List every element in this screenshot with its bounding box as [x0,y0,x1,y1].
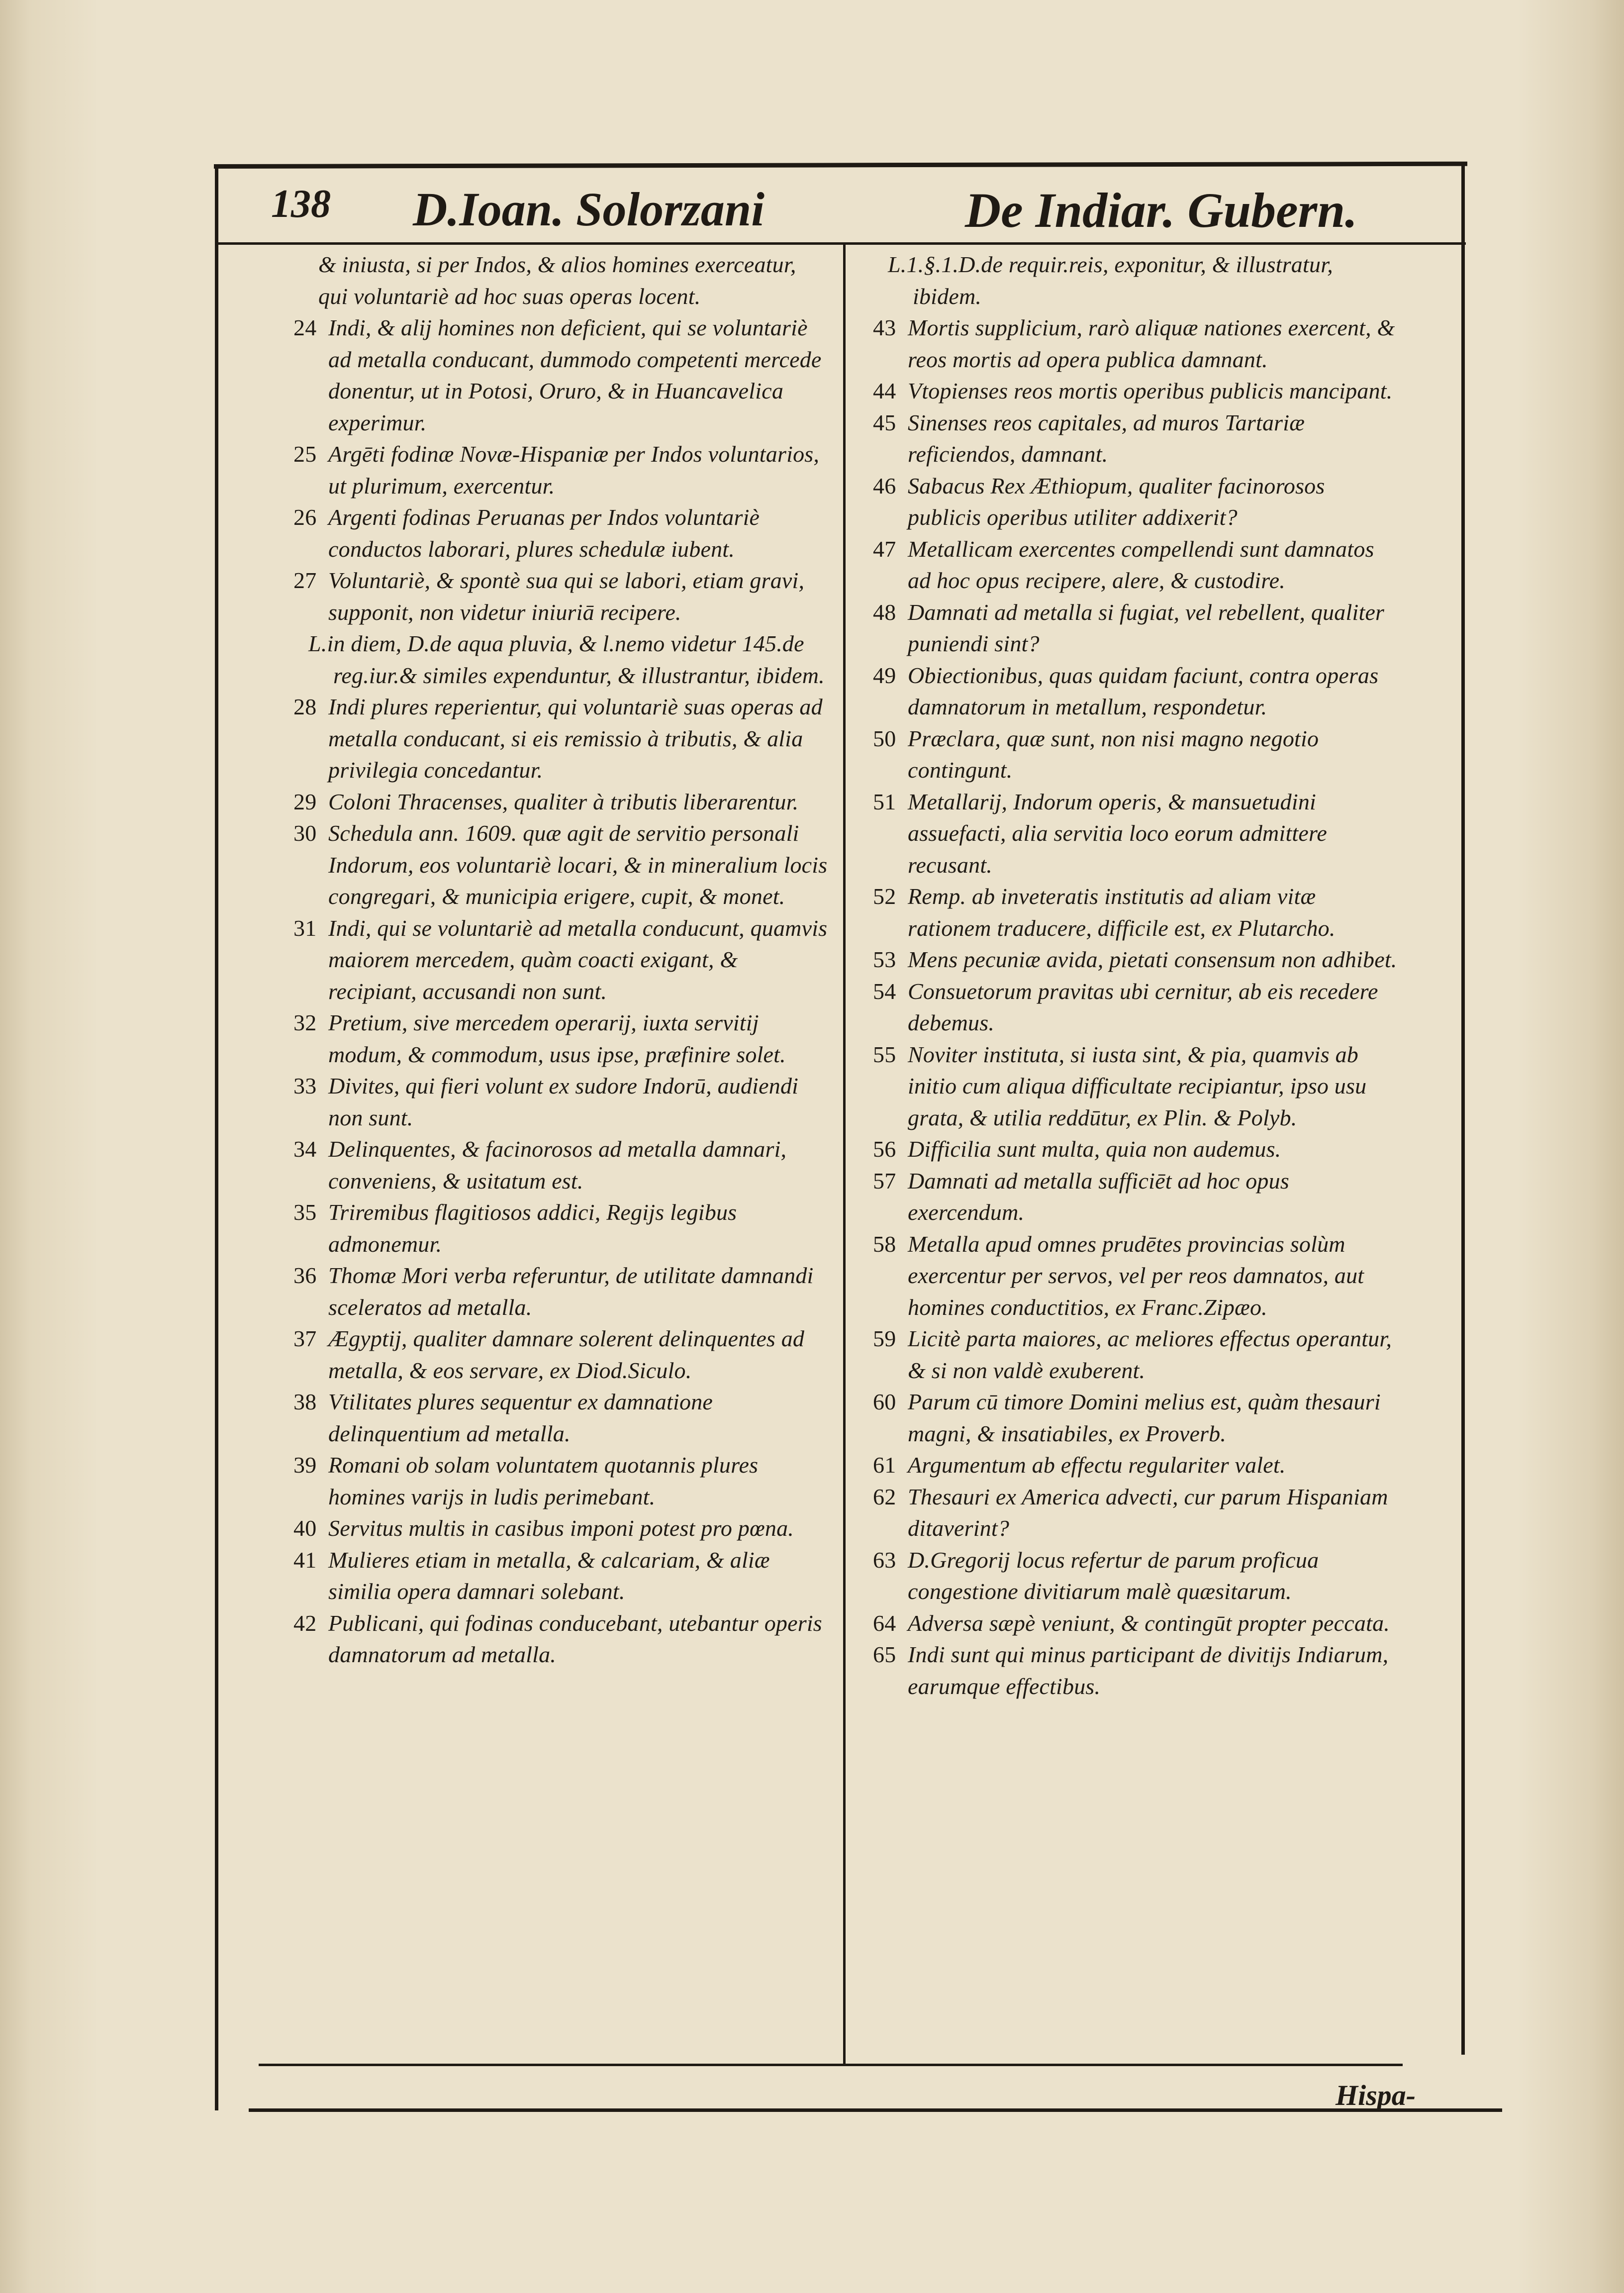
entry-text: D.Gregorij locus refertur de parum proficua congestione divitiarum malè quæsitarum. [908,1547,1319,1604]
page-number: 138 [271,182,331,226]
entry-number: 37 [293,1326,317,1351]
entry-text: Obiectionibus, quas quidam faciunt, contra operas damnatorum in metallum, respondetur. [908,662,1379,719]
entry-text: Indi, qui se voluntariè ad metalla conducunt, quamvis maiorem mercedem, quàm coacti exigant, & recipiant, accusandi non sunt. [328,915,828,1004]
index-entry [873,1607,1403,1639]
entry-number: 51 [873,789,896,814]
entry-text: Noviter instituta, si iusta sint, & pia, quamvis ab initio cum aliqua difficultate recipiantur, ipso usu grata, & utilia reddūtur, ex Plin. & Polyb. [908,1041,1367,1130]
entry-number: 32 [293,1010,317,1035]
entry-number: 42 [293,1610,317,1636]
bottom-rule [259,2064,1403,2066]
index-entry [293,1449,828,1512]
index-entry [873,1481,1403,1544]
running-head-title: De Indiar. Gubern. [965,183,1358,238]
index-entry [873,1039,1403,1134]
index-entry [873,470,1403,533]
index-entry [873,1323,1403,1386]
entry-number: 57 [873,1168,896,1194]
entry-text: Argumentum ab effectu regulariter valet. [908,1452,1286,1478]
index-entry [293,1196,828,1260]
index-entry [873,312,1403,375]
index-entry [873,407,1403,470]
entry-text: Metallarij, Indorum operis, & mansuetudini assuefacti, alia servitia loco eorum admittere recusant. [908,789,1328,878]
index-entry [873,1386,1403,1449]
index-entry [293,1386,828,1449]
index-entry [873,533,1403,597]
entry-text: Delinquentes, & facinorosos ad metalla damnari, conveniens, & usitatum est. [328,1136,787,1194]
index-entry [873,1639,1403,1702]
catchword: Hispa- [1336,2079,1416,2111]
entry-text: Argenti fodinas Peruanas per Indos voluntariè conductos laborari, plures schedulæ iubent. [328,504,760,562]
entry-number: 40 [293,1515,317,1541]
index-entry [293,628,828,691]
index-entry [293,1607,828,1671]
continuation-text: L.1.§.1.D.de requir.reis, exponitur, & illustratur, ibidem. [888,252,1333,309]
index-entry [873,597,1403,660]
entry-text: Damnati ad metalla si fugiat, vel rebellent, qualiter puniendi sint? [908,599,1385,656]
entry-text: Adversa sæpè veniunt, & contingūt propter peccata. [908,1610,1390,1636]
entry-text: Damnati ad metalla sufficiēt ad hoc opus exercendum. [908,1168,1289,1225]
entry-text: Parum cū timore Domini melius est, quàm thesauri magni, & insatiabiles, ex Proverb. [908,1389,1381,1446]
entry-text: Mens pecuniæ avida, pietati consensum non adhibet. [908,947,1397,972]
index-entry [873,1449,1403,1481]
entry-number: 31 [293,915,317,941]
entry-number: 41 [293,1547,317,1573]
entry-text: Thomæ Mori verba referuntur, de utilitate damnandi sceleratos ad metalla. [328,1263,814,1320]
index-entry [873,786,1403,881]
index-entry [293,565,828,628]
entry-text: Metalla apud omnes prudētes provincias solùm exercentur per servos, vel per reos damnatos, aut homines conductitios, ex Franc.Zipæo. [908,1231,1364,1320]
index-entry [873,1228,1403,1323]
index-entry [293,438,828,501]
index-entry [293,912,828,1007]
entry-number: 25 [293,441,317,467]
index-entry [873,976,1403,1039]
entry-text: Pretium, sive mercedem operarij, iuxta servitij modum, & commodum, usus ipse, præfinire solet. [328,1010,786,1067]
index-entry [873,944,1403,976]
column-divider [843,244,846,2065]
entry-number: 53 [873,947,896,972]
entry-text: Indi sunt qui minus participant de divitijs Indiarum, earumque effectibus. [908,1642,1389,1699]
entry-text: Argēti fodinæ Novæ-Hispaniæ per Indos voluntarios, ut plurimum, exercentur. [328,441,820,498]
entry-number: 55 [873,1041,896,1067]
entry-text: Servitus multis in casibus imponi potest pro pœna. [328,1515,794,1541]
entry-number: 52 [873,884,896,909]
entry-number: 34 [293,1136,317,1162]
entry-text: Remp. ab inveteratis institutis ad aliam vitæ rationem traducere, difficile est, ex Plutarcho. [908,884,1336,941]
entry-number: 56 [873,1136,896,1162]
entry-text: L.in diem, D.de aqua pluvia, & l.nemo videtur 145.de reg.iur.& similes expenduntur, & illustrantur, ibidem. [308,631,825,688]
index-entry [293,1070,828,1133]
entry-text: Vtilitates plures sequentur ex damnatione delinquentium ad metalla. [328,1389,713,1446]
entry-text: Divites, qui fieri volunt ex sudore Indorū, audiendi non sunt. [328,1073,799,1130]
entry-number: 33 [293,1073,317,1098]
running-head-author: D.Ioan. Solorzani [413,183,764,236]
entry-text: Voluntariè, & spontè sua qui se labori, etiam gravi, supponit, non videtur iniuriā recipere. [328,568,805,625]
entry-number: 35 [293,1199,317,1225]
running-head [224,172,1492,246]
entry-number: 44 [873,378,896,403]
entry-number: 63 [873,1547,896,1573]
entry-text: Licitè parta maiores, ac meliores effectus operantur, & si non valdè exuberent. [908,1326,1392,1383]
entry-number: 49 [873,662,896,688]
entry-number: 26 [293,504,317,530]
entry-number: 46 [873,473,896,498]
entry-text: Romani ob solam voluntatem quotannis plures homines varijs in ludis perimebant. [328,1452,759,1509]
entry-number: 58 [873,1231,896,1257]
index-entry [873,1133,1403,1165]
index-entry [873,881,1403,944]
top-rule [214,162,1467,169]
right-column [873,249,1403,2055]
foot-rule [249,2108,1502,2112]
index-entry [873,723,1403,786]
entry-text: Indi, & alij homines non deficient, qui se voluntariè ad metalla conducant, dummodo competenti mercede donentur, ut in Potosi, Oruro, & in Huancavelica experimur. [328,315,822,435]
entry-text: Schedula ann. 1609. quæ agit de servitio personali Indorum, eos voluntariè locari, & in mineralium locis congregari, & municipia erigere, cupit, & monet. [328,820,828,909]
entry-number: 48 [873,599,896,625]
index-entry [293,1007,828,1070]
entry-text: Præclara, quæ sunt, non nisi magno negotio contingunt. [908,725,1319,783]
entry-text: Thesauri ex America advecti, cur parum Hispaniam ditaverint? [908,1484,1388,1541]
index-entry [293,501,828,565]
index-entry [873,375,1403,407]
entry-text: Indi plures reperientur, qui voluntariè suas operas ad metalla conducant, si eis remissio à tributis, & alia privilegia concedantur. [328,694,823,783]
index-entry [293,1544,828,1607]
index-entry [293,691,828,786]
entry-text: Mortis supplicium, rarò aliquæ nationes exercent, & reos mortis ad opera publica damnant. [908,315,1395,372]
index-entry [293,1512,828,1544]
entry-number: 60 [873,1389,896,1414]
entry-number: 47 [873,536,896,562]
entry-text: Difficilia sunt multa, quia non audemus. [908,1136,1281,1162]
index-entry [293,1323,828,1386]
entry-text: Vtopienses reos mortis operibus publicis mancipant. [908,378,1393,403]
entry-number: 43 [873,315,896,340]
entry-text: Consuetorum pravitas ubi cernitur, ab eis recedere debemus. [908,978,1378,1035]
entry-number: 27 [293,568,317,593]
index-entry [293,786,828,818]
entry-number: 38 [293,1389,317,1414]
entry-text: Ægyptij, qualiter damnare solerent delinquentes ad metalla, & eos servare, ex Diod.Siculo. [328,1326,805,1383]
entry-number: 59 [873,1326,896,1351]
index-entry [293,817,828,912]
entry-text: Publicani, qui fodinas conducebant, utebantur operis damnatorum ad metalla. [328,1610,822,1667]
entry-text: Mulieres etiam in metalla, & calcariam, & aliæ similia opera damnari solebant. [328,1547,770,1604]
index-entry [293,312,828,438]
index-entry [873,1165,1403,1228]
left-border [215,165,218,2110]
entry-number: 29 [293,789,317,814]
entry-number: 50 [873,725,896,751]
right-border [1461,164,1465,2055]
entry-text: Sabacus Rex Æthiopum, qualiter facinorosos publicis operibus utiliter addixerit? [908,473,1325,530]
index-entry [293,1260,828,1323]
entry-number: 36 [293,1263,317,1288]
left-column [293,249,828,2055]
index-entry [873,660,1403,723]
continuation-text: & iniusta, si per Indos, & alios homines exerceatur, qui voluntariè ad hoc suas operas locent. [318,252,796,309]
entry-number: 62 [873,1484,896,1509]
entry-text: Triremibus flagitiosos addici, Regijs legibus admonemur. [328,1199,737,1257]
entry-number: 64 [873,1610,896,1636]
entry-text: Sinenses reos capitales, ad muros Tartariæ reficiendos, damnant. [908,409,1305,467]
entry-number: 24 [293,315,317,340]
index-entry [873,1544,1403,1607]
entry-number: 45 [873,409,896,435]
entry-text: Coloni Thracenses, qualiter à tributis liberarentur. [328,789,799,814]
entry-number: 39 [293,1452,317,1478]
entry-number: 54 [873,978,896,1004]
entry-text: Metallicam exercentes compellendi sunt damnatos ad hoc opus recipere, alere, & custodire. [908,536,1374,593]
entry-number: 61 [873,1452,896,1478]
entry-number: 30 [293,820,317,846]
entry-number: 65 [873,1642,896,1667]
entry-number: 28 [293,694,317,719]
index-entry [293,1133,828,1196]
